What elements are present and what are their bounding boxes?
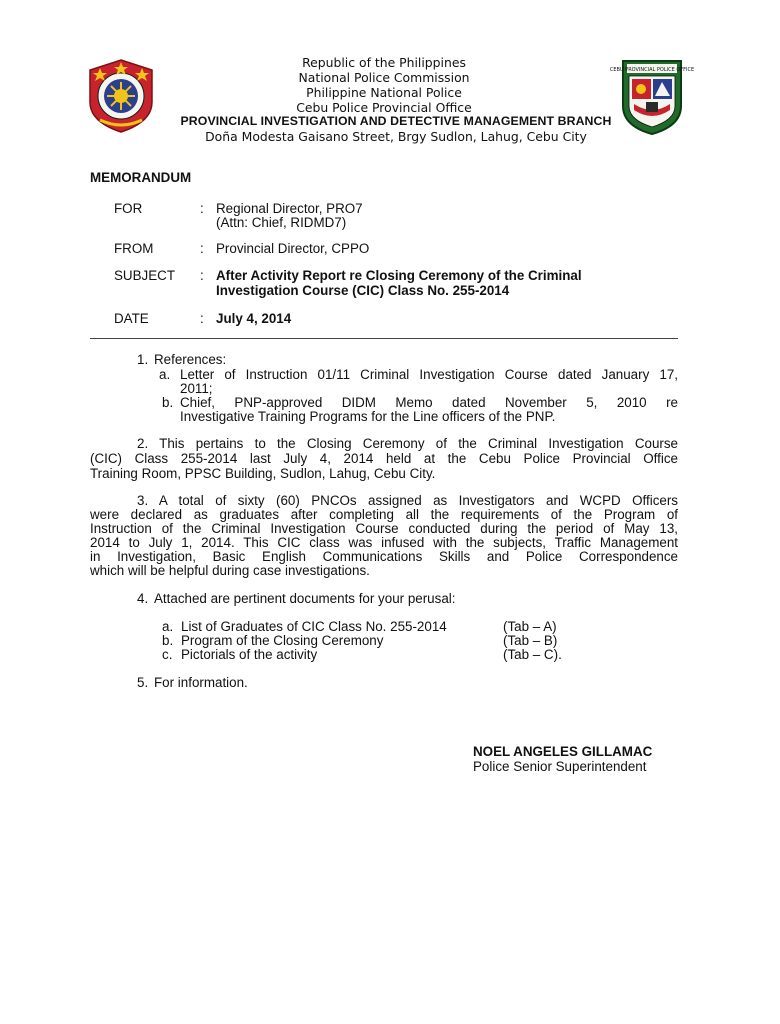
attachment-a-tab: (Tab – A) (503, 619, 557, 634)
p4-number: 4. (137, 591, 149, 606)
p1a-label: a. (159, 367, 171, 382)
memo-title: MEMORANDUM (90, 170, 192, 185)
from-value: Provincial Director, CPPO (216, 241, 370, 256)
for-colon: : (200, 201, 204, 216)
for-label: FOR (114, 201, 143, 216)
attachment-b-label: b. (162, 633, 174, 648)
header-address: Doña Modesta Gaisano Street, Brgy Sudlon, Lahug, Cebu City (205, 129, 587, 144)
p3-line-2: were declared as graduates after completing all the requirements of the Program of (90, 507, 678, 522)
p2-line-2: (CIC) Class 255-2014 last July 4, 2014 held at the Cebu Police Provincial Office (90, 451, 678, 466)
attachment-c-tab: (Tab – C). (503, 647, 562, 662)
p1b-line-1: Chief, PNP-approved DIDM Memo dated November 5, 2010 re (180, 395, 678, 410)
p3-line-4: 2014 to July 1, 2014. This CIC class was infused with the subjects, Traffic Management (90, 535, 678, 550)
header-branch: PROVINCIAL INVESTIGATION AND DETECTIVE MANAGEMENT BRANCH (180, 114, 612, 128)
p2-line-1: 2. This pertains to the Closing Ceremony of the Criminal Investigation Course (137, 436, 678, 451)
from-colon: : (200, 241, 204, 256)
subject-label: SUBJECT (114, 268, 176, 283)
signatory-rank: Police Senior Superintendent (473, 759, 647, 774)
p5-text: For information. (154, 675, 248, 690)
subject-colon: : (200, 268, 204, 283)
attachment-c-label: c. (162, 647, 173, 662)
attachment-b-tab: (Tab – B) (503, 633, 558, 648)
date-colon: : (200, 311, 204, 326)
p1a-line-1: Letter of Instruction 01/11 Criminal Investigation Course dated January 17, (180, 367, 678, 382)
subject-line-2: Investigation Course (CIC) Class No. 255-2014 (216, 283, 510, 298)
header-napolcom: National Police Commission (298, 70, 470, 85)
memo-divider (90, 338, 678, 339)
p2-line-3: Training Room, PPSC Building, Sudlon, Lahug, Cebu City. (90, 466, 436, 481)
p3-line-1: 3. A total of sixty (60) PNCOs assigned as Investigators and WCPD Officers (137, 493, 678, 508)
header-pnp: Philippine National Police (306, 85, 462, 100)
p1b-line-2: Investigative Training Programs for the Line officers of the PNP. (180, 409, 556, 424)
p5-number: 5. (137, 675, 149, 690)
attachment-a-text: List of Graduates of CIC Class No. 255-2014 (181, 619, 447, 634)
subject-line-1: After Activity Report re Closing Ceremony of the Criminal (216, 268, 582, 283)
p1a-line-2: 2011; (180, 381, 213, 396)
right-seal-text: CEBU PROVINCIAL POLICE OFFICE (609, 67, 695, 73)
date-label: DATE (114, 311, 149, 326)
for-value: Regional Director, PRO7 (216, 201, 363, 216)
signatory-name: NOEL ANGELES GILLAMAC (473, 744, 653, 759)
p4-text: Attached are pertinent documents for your perusal: (154, 591, 456, 606)
p3-line-3: Instruction of the Criminal Investigation Course conducted during the period of May 13, (90, 521, 678, 536)
p1-number: 1. (137, 352, 149, 367)
header-cppo: Cebu Police Provincial Office (296, 100, 472, 115)
date-value: July 4, 2014 (216, 311, 292, 326)
p3-line-5: in Investigation, Basic English Communications Skills and Police Correspondence (90, 549, 678, 564)
header-republic: Republic of the Philippines (302, 55, 466, 70)
from-label: FROM (114, 241, 154, 256)
attachment-b-text: Program of the Closing Ceremony (181, 633, 384, 648)
p1b-label: b. (162, 395, 174, 410)
attachment-a-label: a. (162, 619, 174, 634)
p1-text: References: (154, 352, 227, 367)
for-attn: (Attn: Chief, RIDMD7) (216, 215, 347, 230)
p3-line-6: which will be helpful during case investigations. (90, 563, 370, 578)
attachment-c-text: Pictorials of the activity (181, 647, 318, 662)
